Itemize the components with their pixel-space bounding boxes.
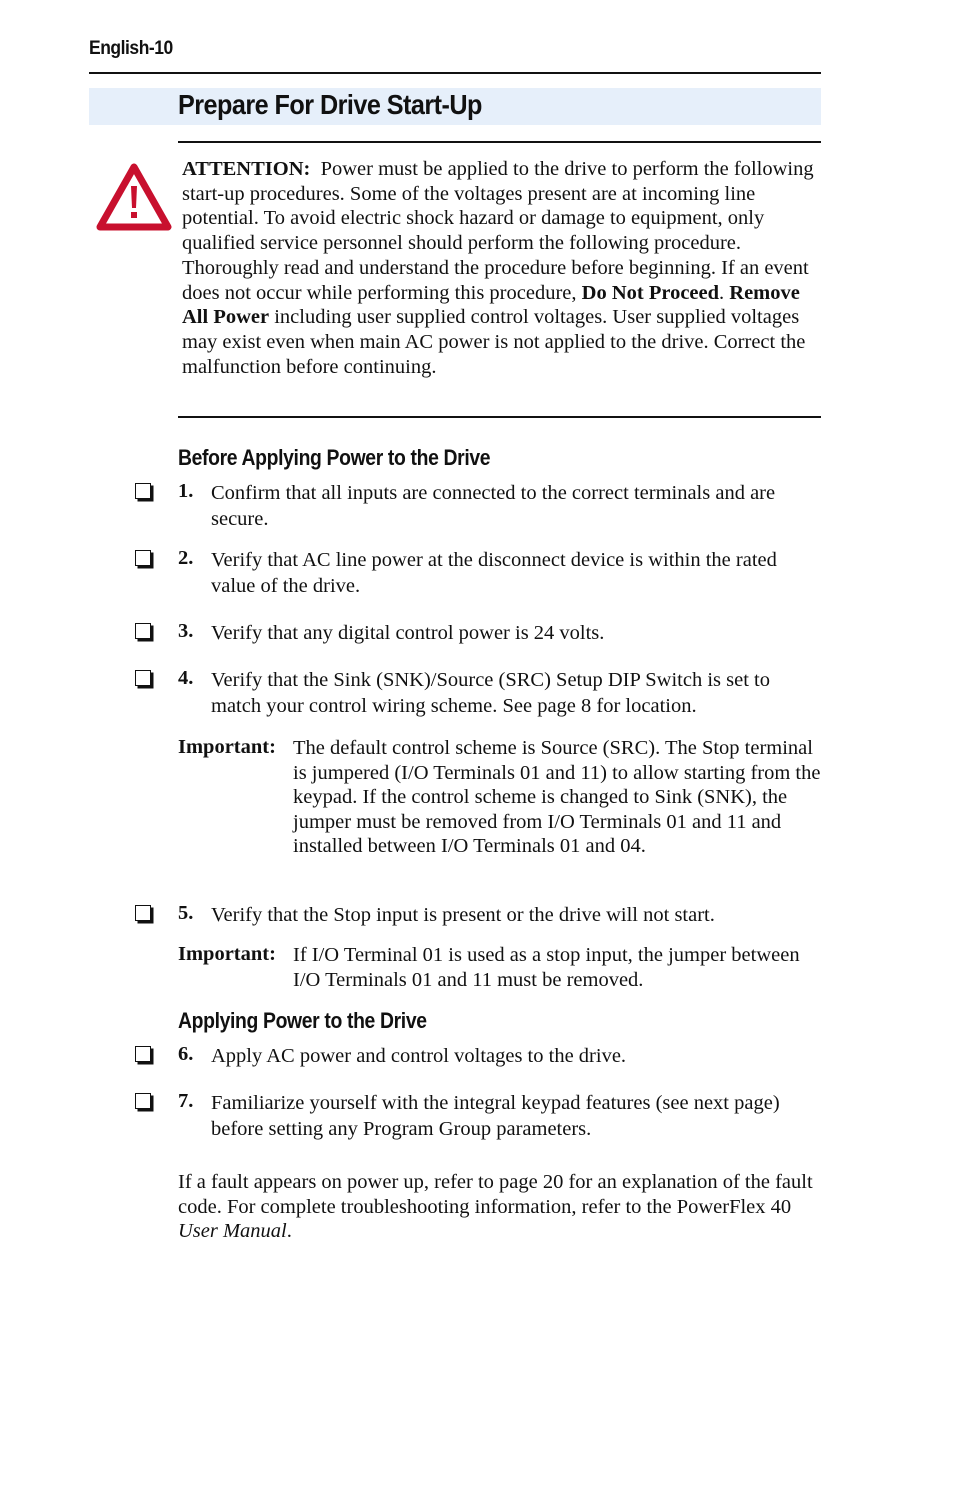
step-5-text: Verify that the Stop input is present or the drive will not start. [211, 904, 715, 926]
step-5-checkbox[interactable] [135, 905, 151, 921]
step-6-text: Apply AC power and control voltages to the drive. [211, 1045, 627, 1067]
closing-paragraph [178, 1170, 823, 1244]
closing-period: . [286, 1220, 292, 1242]
attention-block [182, 157, 822, 379]
attention-label: ATTENTION: [182, 158, 311, 180]
step-4-checkbox[interactable] [135, 670, 151, 686]
step-5-number: 5. [178, 902, 194, 924]
page-label: English-10 [89, 38, 173, 59]
attention-top-rule [178, 141, 821, 143]
page-title: Prepare For Drive Start-Up [178, 89, 482, 120]
step-7-checkbox[interactable] [135, 1093, 151, 1109]
attention-separator: . [719, 281, 725, 304]
step-4-number: 4. [178, 667, 194, 689]
step-2-checkbox[interactable] [135, 550, 151, 566]
attention-remove-all-power: Remove All Power [182, 281, 800, 329]
step-7-text: Familiarize yourself with the integral keypad features (see next page) before setting any Program Group parameters. [211, 1092, 780, 1140]
attention-do-not-proceed: Do Not Proceed [581, 281, 720, 304]
step-7-number: 7. [178, 1090, 194, 1112]
closing-text: If a fault appears on power up, refer to page 20 for an explanation of the fault code. For complete troubleshooting information, refer to the PowerFlex 40 [178, 1171, 813, 1218]
user-manual-title: User Manual [178, 1220, 287, 1242]
step-3-checkbox[interactable] [135, 623, 151, 639]
warning-triangle-icon [96, 162, 172, 232]
step-1-number: 1. [178, 480, 194, 502]
important-text-2: If I/O Terminal 01 is used as a stop input, the jumper between I/O Terminals 01 and 11 must be removed. [293, 944, 800, 991]
section-heading-applying-power: Applying Power to the Drive [178, 1008, 427, 1033]
important-label-1: Important: [178, 736, 276, 758]
step-6-checkbox[interactable] [135, 1046, 151, 1062]
section-heading-before-power: Before Applying Power to the Drive [178, 445, 491, 470]
step-3-number: 3. [178, 620, 194, 642]
step-1-text: Confirm that all inputs are connected to the correct terminals and are secure. [211, 482, 776, 530]
attention-text-1: Power must be applied to the drive to perform the following start-up procedures. Some of the voltages present are at incoming line potential. To avoid electric shock hazard or damage to equipment, only qualified service personnel should perform the following procedure. Thoroughly read and understand the procedure before beginning. If an event does not occur while performing this procedure, [182, 158, 814, 304]
step-4-text: Verify that the Sink (SNK)/Source (SRC) Setup DIP Switch is set to match your control wiring scheme. See page 8 for location. [211, 669, 770, 717]
step-3-text: Verify that any digital control power is 24 volts. [211, 622, 605, 644]
header-rule [89, 72, 821, 74]
attention-text-2: including user supplied control voltages. User supplied voltages may exist even when main AC power is not applied to the drive. Correct the malfunction before continuing. [182, 306, 806, 378]
attention-bottom-rule [178, 416, 821, 418]
step-2-number: 2. [178, 547, 194, 569]
step-6-number: 6. [178, 1043, 194, 1065]
important-text-1: The default control scheme is Source (SRC). The Stop terminal is jumpered (I/O Terminals 01 and 11) to allow starting from the keypad. If the control scheme is changed to Sink (SNK), the jumper must be removed from I/O Terminals 01 and 11 and installed between I/O Terminals 01 and 04. [293, 737, 821, 857]
step-2-text: Verify that AC line power at the disconnect device is within the rated value of the drive. [211, 549, 777, 597]
step-1-checkbox[interactable] [135, 483, 151, 499]
important-label-2: Important: [178, 943, 276, 965]
